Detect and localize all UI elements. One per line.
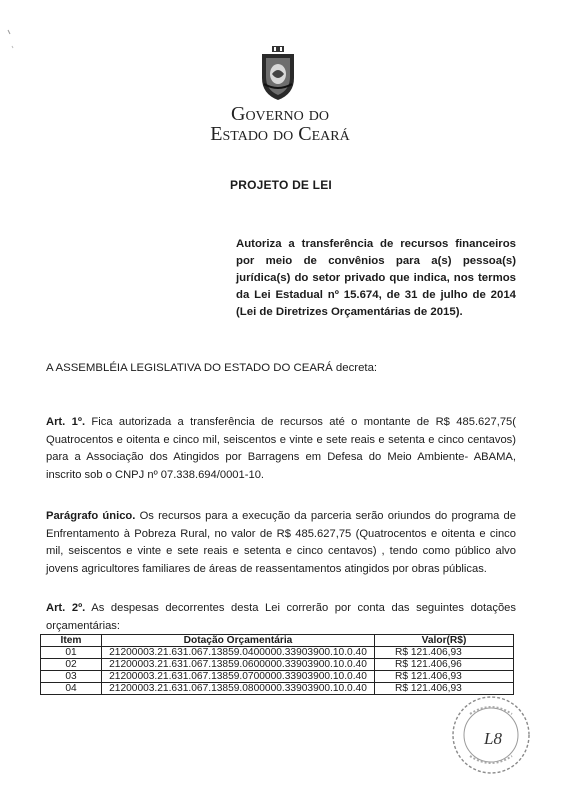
table-row (41, 683, 514, 695)
cell-item: 01 (41, 647, 102, 659)
margin-mark (0, 0, 40, 60)
cell-allocation: 21200003.21.631.067.13859.0700000.33903900.10.0.40 (102, 671, 375, 683)
table-row (41, 671, 514, 683)
cell-allocation: 21200003.21.631.067.13859.0800000.33903900.10.0.40 (102, 683, 375, 695)
article-2-text: As despesas decorrentes desta Lei correrão por conta das seguintes dotações orçamentárias: (46, 602, 516, 632)
cell-value: R$ 121.406,93 (375, 671, 514, 683)
enacting-clause: A ASSEMBLÉIA LEGISLATIVA DO ESTADO DO CEARÁ decreta: (46, 362, 378, 374)
column-header-value: Valor(R$) (375, 635, 514, 647)
cell-value: R$ 121.406,96 (375, 659, 514, 671)
article-1 (46, 414, 516, 484)
cell-item: 04 (41, 683, 102, 695)
article-1-text: Fica autorizada a transferência de recursos até o montante de R$ 485.627,75( Quatrocentos e oitenta e cinco mil, seiscentos e vinte e sete reais e setenta e cinco centavos) para a Associação dos Atingidos por Barragens em Defesa do Meio Ambiente- ABAMA, inscrito sob o CNPJ nº 07.338.694/0001-10. (46, 416, 516, 481)
government-heading-line2: Estado do Ceará (210, 123, 350, 145)
bill-summary: Autoriza a transferência de recursos financeiros por meio de convênios para a(s) pessoa(s) jurídica(s) do setor privado que indica, nos termos da Lei Estadual nº 15.674, de 31 de julho de 2014 (Lei de Diretrizes Orçamentárias de 2015). (236, 238, 516, 318)
article-2 (46, 600, 516, 635)
article-1-label: Art. 1º. (46, 416, 86, 428)
cell-item: 03 (41, 671, 102, 683)
government-heading-line1: Governo do (231, 103, 329, 125)
sole-paragraph (46, 508, 516, 578)
column-header-item: Item (41, 635, 102, 647)
sole-paragraph-text: Os recursos para a execução da parceria serão oriundos do programa de Enfrentamento à Pobreza Rural, no valor de R$ 485.627,75 (Quatrocentos e oitenta e cinco mil, seiscentos e vinte e sete reais e setenta e cinco centavos) , tendo como público alvo jovens agricultores familiares de áreas de reassentamentos atingidos por obras públicas. (46, 510, 516, 575)
state-coat-of-arms-icon (258, 44, 298, 102)
sole-paragraph-label: Parágrafo único. (46, 510, 136, 522)
document-title: PROJETO DE LEI (230, 178, 332, 192)
cell-value: R$ 121.406,93 (375, 683, 514, 695)
cell-allocation: 21200003.21.631.067.13859.0400000.33903900.10.0.40 (102, 647, 375, 659)
handwritten-initials: L8 (484, 729, 502, 748)
cell-value: R$ 121.406,93 (375, 647, 514, 659)
cell-allocation: 21200003.21.631.067.13859.0600000.33903900.10.0.40 (102, 659, 375, 671)
table-row (41, 659, 514, 671)
budget-allocation-table (40, 634, 514, 695)
column-header-allocation: Dotação Orçamentária (102, 635, 375, 647)
table-header-row (41, 635, 514, 647)
article-2-label: Art. 2º. (46, 602, 86, 614)
protocol-stamp-icon (448, 692, 534, 778)
cell-item: 02 (41, 659, 102, 671)
table-row (41, 647, 514, 659)
government-heading (180, 104, 380, 144)
